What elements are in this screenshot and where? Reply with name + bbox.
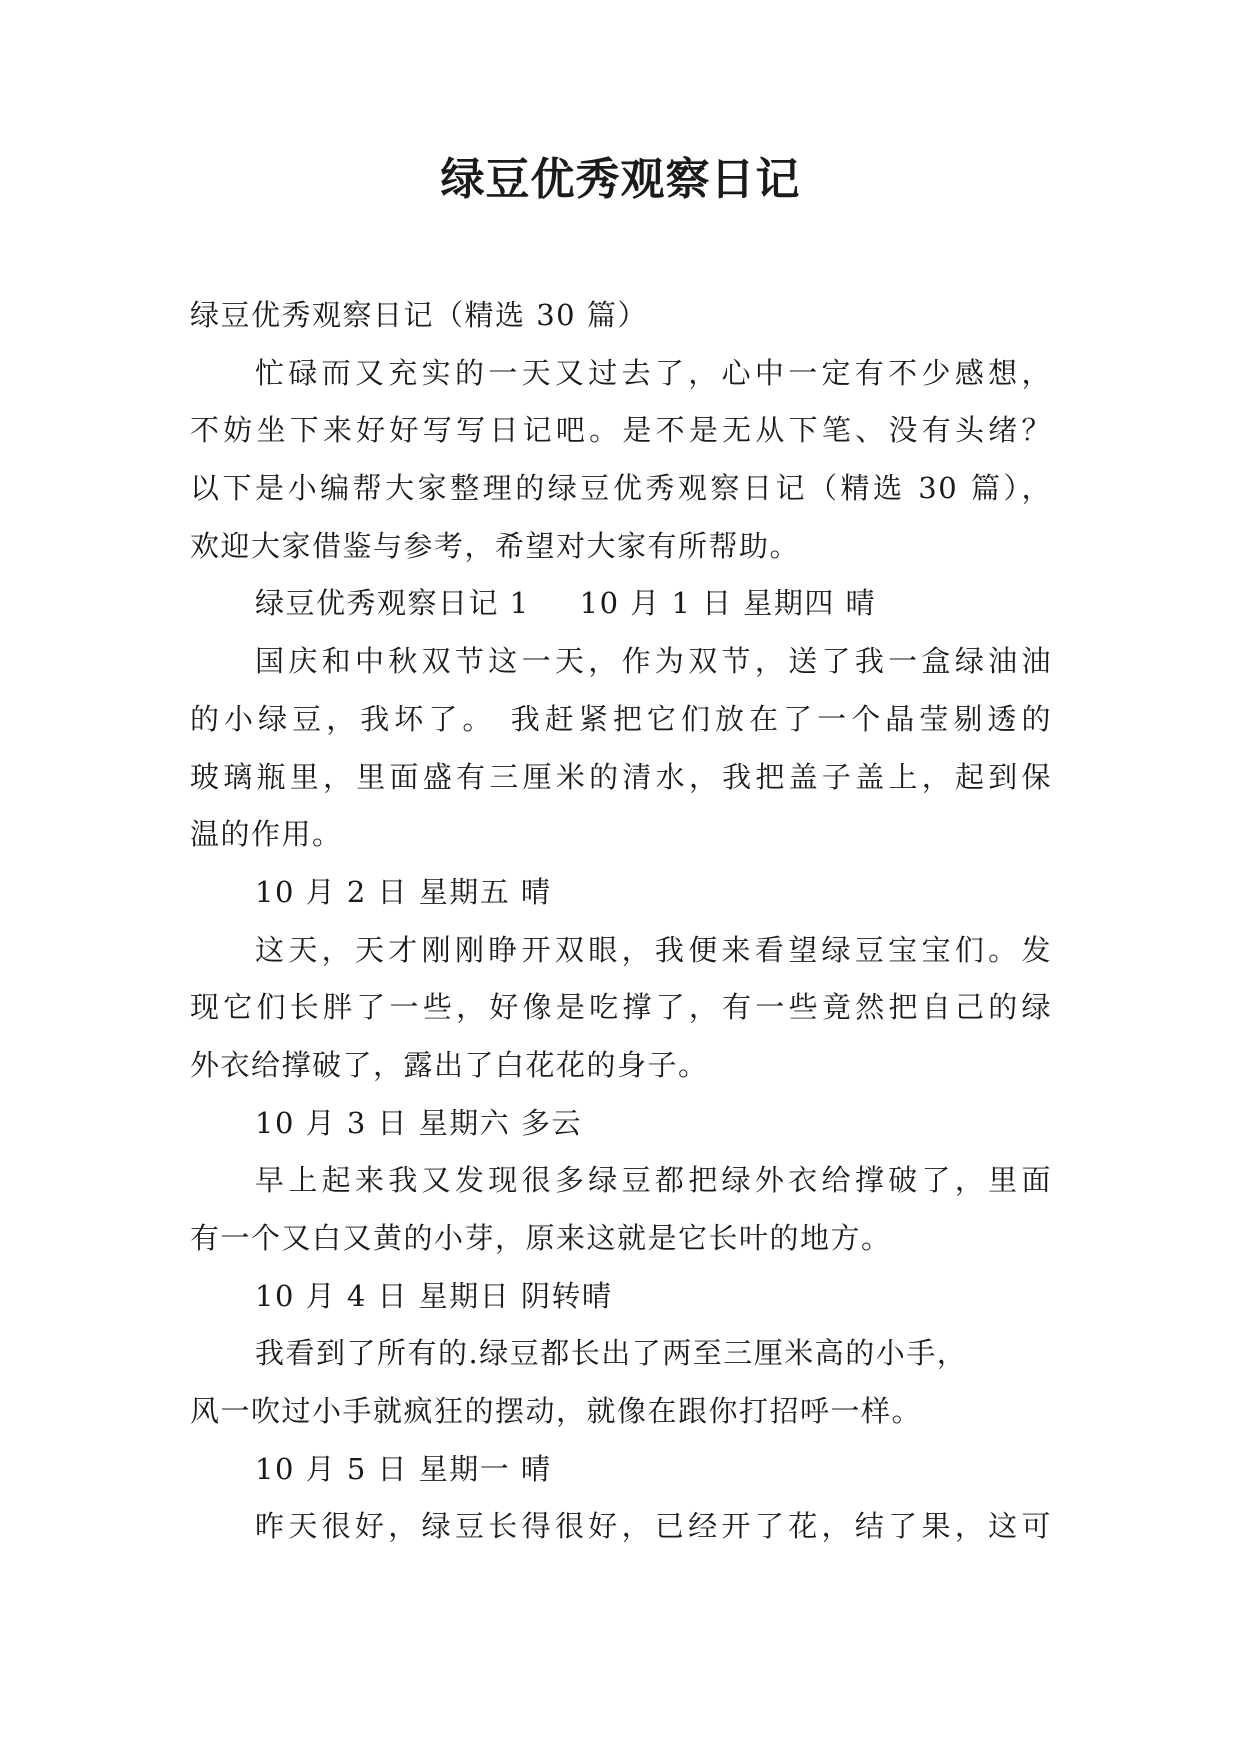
paragraph-line: 的小绿豆，我坏了。 我赶紧把它们放在了一个晶莹剔透的 xyxy=(190,701,1052,736)
diary-date-line: 10 月 4 日 星期日 阴转晴 xyxy=(255,1278,613,1313)
subtitle-line: 绿豆优秀观察日记（精选 30 篇） xyxy=(190,298,648,332)
paragraph-line: 玻璃瓶里，里面盛有三厘米的清水，我把盖子盖上，起到保 xyxy=(190,759,1052,794)
diary-date: 10 月 1 日 星期四 晴 xyxy=(579,586,877,621)
paragraph-line: 现它们长胖了一些，好像是吃撑了，有一些竟然把自己的绿 xyxy=(190,990,1052,1025)
diary-date-line: 10 月 2 日 星期五 晴 xyxy=(255,874,552,909)
paragraph-line: 昨天很好，绿豆长得很好，已经开了花，结了果，这可 xyxy=(255,1509,1052,1544)
paragraph-line: 不妨坐下来好好写写日记吧。是不是无从下笔、没有头绪？ xyxy=(190,413,1052,448)
paragraph-line: 以下是小编帮大家整理的绿豆优秀观察日记（精选 30 篇）， xyxy=(190,471,1052,506)
paragraph-line: 我看到了所有的.绿豆都长出了两至三厘米高的小手， xyxy=(255,1336,968,1371)
paragraph-line: 有一个又白又黄的小芽，原来这就是它长叶的地方。 xyxy=(190,1221,892,1255)
paragraph-line: 外衣给撑破了，露出了白花花的身子。 xyxy=(190,1047,709,1082)
paragraph-line: 忙碌而又充实的一天又过去了，心中一定有不少感想， xyxy=(255,355,1052,390)
paragraph-line: 欢迎大家借鉴与参考，希望对大家有所帮助。 xyxy=(190,528,801,563)
paragraph-line: 温的作用。 xyxy=(190,817,343,852)
paragraph-line: 早上起来我又发现很多绿豆都把绿外衣给撑破了，里面 xyxy=(255,1163,1052,1198)
diary-entry-title: 绿豆优秀观察日记 1 xyxy=(255,586,530,621)
paragraph-line: 这天，天才刚刚睁开双眼，我便来看望绿豆宝宝们。发 xyxy=(255,932,1052,967)
diary-date-line: 10 月 5 日 星期一 晴 xyxy=(255,1451,552,1486)
paragraph-line: 国庆和中秋双节这一天，作为双节，送了我一盒绿油油 xyxy=(255,644,1052,679)
document-title: 绿豆优秀观察日记 xyxy=(440,154,801,205)
paragraph-line: 风一吹过小手就疯狂的摆动，就像在跟你打招呼一样。 xyxy=(190,1394,923,1429)
diary-heading-line xyxy=(190,575,1052,633)
document-body xyxy=(190,287,1052,1556)
diary-date-line: 10 月 3 日 星期六 多云 xyxy=(255,1105,582,1140)
